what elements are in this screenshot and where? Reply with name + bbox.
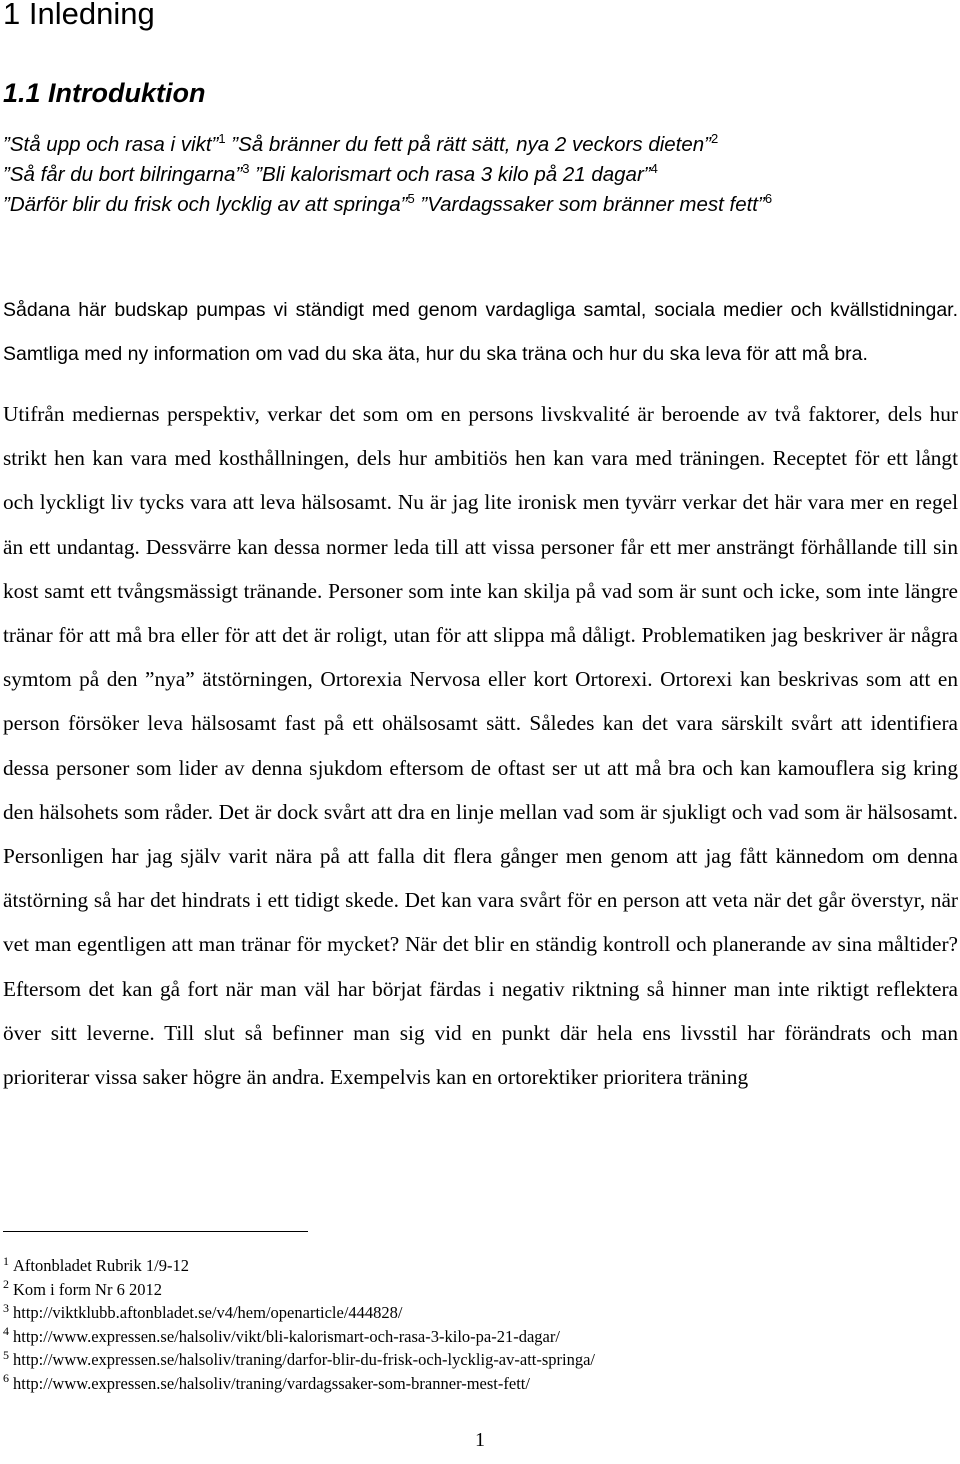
section-heading: 1.1 Introduktion: [3, 78, 206, 108]
footnote-text[interactable]: http://www.expressen.se/halsoliv/traning/vardagssaker-som-branner-mest-fett/: [13, 1373, 530, 1393]
footnote-separator: [3, 1231, 308, 1232]
footnotes: [3, 1254, 958, 1395]
footnote-number: 6: [3, 1371, 9, 1385]
footnote-number: 1: [3, 1253, 9, 1268]
footnote-number: 5: [3, 1347, 9, 1362]
headline-quote: ”Stå upp och rasa i vikt”$^1$: [3, 131, 226, 156]
footnote-number: 3: [3, 1300, 9, 1315]
footnote-ref: 5: [407, 191, 415, 207]
footnote-ref: 2: [711, 131, 719, 147]
footnote-number: 2: [3, 1277, 9, 1291]
footnote-ref: 3: [242, 161, 250, 177]
footnote-text[interactable]: http://viktklubb.aftonbladet.se/v4/hem/openarticle/444828/: [13, 1303, 403, 1322]
headline-quote: ”Därför blir du frisk och lycklig av att springa”$^5$: [3, 191, 415, 216]
headline-quotes: [3, 130, 958, 220]
body-paragraph: Utifrån mediernas perspektiv, verkar det som om en persons livskvalité är beroende av två faktorer, dels hur strikt hen kan vara med kosthållningen, dels hur ambitiös hen kan vara med träningen. Receptet för ett långt och lyckligt liv tycks vara att leva hälsosamt. Nu är jag lite ironisk men tyvärr verkar det här vara mer en regel än ett undantag. Dessvärre kan dessa normer leda till att vissa personer får ett mer ansträngt förhållande till sin kost samt ett tvångsmässigt tränande. Personer som inte kan skilja på vad som är sunt och icke, som inte längre tränar för att må bra eller för att det är roligt, utan för att slippa må dåligt. Problematiken jag beskriver är några symtom på den ”nya” ätstörningen, Ortorexia Nervosa eller kort Ortorexi. Ortorexi kan beskrivas som att en person försöker leva hälsosamt fast på ett ohälsosamt sätt. Således kan det vara särskilt svårt att identifiera dessa personer som lider av denna sjukdom eftersom de oftast ser ut att må bra och kan kamouflera sig kring den hälsohets som råder. Det är dock svårt att dra en linje mellan vad som är sjukligt och vad som är hälsosamt. Personligen har jag själv varit nära på att falla dit flera gånger men genom att jag fått kännedom om denna ätstörning så har det hindrats i ett tidigt skede. Det kan vara svårt för en person att veta när det går överstyr, när vet man egentligen att man tränar för mycket? När det blir en ständig kontroll och planerande av sina måltider? Eftersom det kan gå fort när man väl har börjat färdas i negativ riktning så hinner man inte riktigt reflektera över sitt leverne. Till slut så befinner man sig vid en punkt där hela ens livsstil har förändrats och man prioriterar vissa saker högre än andra. Exempelvis kan en ortorektiker prioritera träning: [3, 402, 958, 1090]
headline-quote: ”Så får du bort bilringarna”$^3$: [3, 161, 250, 186]
lead-paragraph: [3, 288, 958, 376]
page-number: 1: [475, 1429, 485, 1451]
headline-quote: ”Bli kalorismart och rasa 3 kilo på 21 dagar”$^4$: [255, 161, 658, 186]
chapter-heading: 1 Inledning: [3, 0, 155, 31]
footnote-text: Aftonbladet Rubrik 1/9-12: [13, 1256, 189, 1275]
footnote: [3, 1348, 958, 1372]
footnote: [3, 1301, 958, 1325]
footnote: [3, 1372, 958, 1396]
footnote-ref: 1: [218, 131, 226, 147]
footnote-text[interactable]: http://www.expressen.se/halsoliv/vikt/bli-kalorismart-och-rasa-3-kilo-pa-21-dagar/: [13, 1326, 560, 1346]
lead-text: Sådana här budskap pumpas vi ständigt med genom vardagliga samtal, sociala medier och kvällstidningar. Samtliga med ny information om vad du ska äta, hur du ska träna och hur du ska leva för att må bra.: [3, 299, 958, 365]
footnote: [3, 1254, 958, 1278]
footnote-number: 4: [3, 1324, 9, 1338]
headline-quote: ”Så bränner du fett på rätt sätt, nya 2 veckors dieten”$^2$: [231, 131, 719, 156]
headline-quote: ”Vardagssaker som bränner mest fett”$^6$: [420, 191, 773, 216]
footnote-text[interactable]: http://www.expressen.se/halsoliv/traning/darfor-blir-du-frisk-och-lycklig-av-att-springa/: [13, 1350, 596, 1369]
footnote-ref: 4: [650, 161, 658, 177]
footnote: [3, 1325, 958, 1349]
footnote: [3, 1278, 958, 1302]
footnote-ref: 6: [764, 191, 773, 207]
footnote-text: Kom i form Nr 6 2012: [13, 1279, 162, 1299]
